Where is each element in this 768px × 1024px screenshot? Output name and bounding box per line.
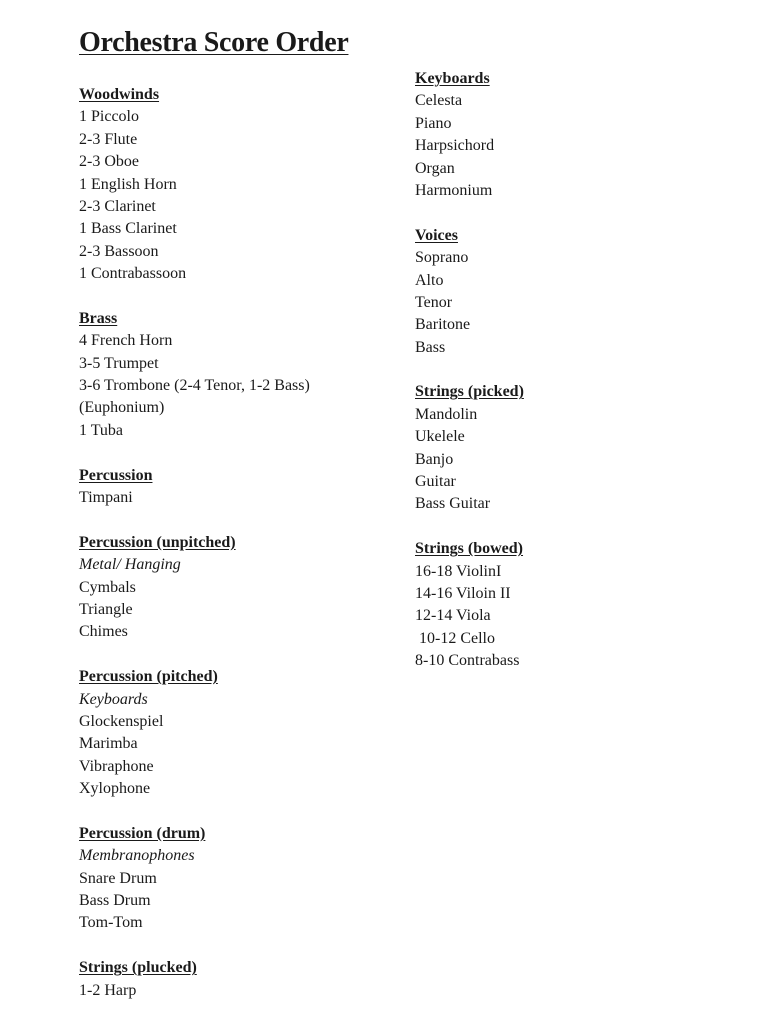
instrument-entry: Bass Guitar: [415, 495, 491, 513]
instrument-entry: Mandolin: [415, 405, 478, 423]
instrument-entry: Tom-Tom: [79, 914, 143, 932]
instrument-entry: Harmonium: [415, 181, 493, 199]
instrument-entry: Marimba: [79, 735, 138, 753]
section-keyboards: [415, 68, 524, 202]
instrument-entry: 3-6 Trombone (2-4 Tenor, 1-2 Bass): [79, 377, 310, 395]
section-subheading: Membranophones: [79, 847, 195, 865]
instrument-entry: 1-2 Harp: [79, 981, 137, 999]
section-heading: Percussion (pitched): [79, 668, 218, 686]
section-heading: Strings (picked): [415, 383, 524, 401]
section-heading: Brass: [79, 309, 118, 327]
instrument-entry: Vibraphone: [79, 757, 154, 775]
section-heading: Woodwinds: [79, 86, 160, 103]
instrument-entry: Bass Drum: [79, 892, 151, 910]
section-subheading: Metal/ Hanging: [79, 556, 181, 574]
instrument-entry: Timpani: [79, 489, 133, 507]
instrument-entry: 3-5 Trumpet: [79, 354, 159, 372]
instrument-entry: 1 Piccolo: [79, 108, 139, 126]
instrument-entry: Guitar: [415, 473, 456, 491]
instrument-entry: Ukelele: [415, 428, 465, 446]
instrument-entry: Soprano: [415, 249, 469, 267]
instrument-entry: 1 English Horn: [79, 175, 177, 193]
section-percussion: [79, 465, 310, 510]
instrument-entry: 1 Bass Clarinet: [79, 220, 177, 238]
section-heading: Keyboards: [415, 70, 490, 87]
section-strings-picked: [415, 381, 524, 515]
instrument-entry: 4 French Horn: [79, 332, 173, 350]
instrument-entry: 14-16 Viloin II: [415, 584, 511, 602]
page-title: Orchestra Score Order: [79, 27, 349, 58]
section-heading: Percussion (drum): [79, 824, 206, 842]
instrument-entry: Baritone: [415, 316, 471, 334]
instrument-entry: Celesta: [415, 92, 463, 110]
section-percussion-pitched: [79, 666, 310, 800]
section-heading: Strings (bowed): [415, 540, 524, 558]
instrument-entry: 2-3 Clarinet: [79, 197, 156, 215]
section-heading: Percussion (unpitched): [79, 533, 236, 551]
instrument-entry: Banjo: [415, 450, 454, 468]
instrument-entry: Harpsichord: [415, 137, 495, 155]
section-percussion-unpitched: [79, 532, 310, 644]
instrument-entry: Bass: [415, 338, 446, 356]
instrument-entry: Chimes: [79, 623, 128, 641]
instrument-entry: 2-3 Oboe: [79, 153, 139, 171]
section-percussion-drum: [79, 823, 310, 935]
instrument-entry: 8-10 Contrabass: [415, 652, 520, 670]
instrument-entry: 2-3 Bassoon: [79, 242, 159, 260]
instrument-entry: (Euphonium): [79, 399, 165, 417]
instrument-entry: 1 Contrabassoon: [79, 265, 187, 283]
instrument-entry: Tenor: [415, 293, 453, 311]
instrument-entry: 10-12 Cello: [415, 629, 495, 647]
instrument-entry: Cymbals: [79, 578, 136, 596]
instrument-entry: 12-14 Viola: [415, 607, 491, 625]
section-brass: [79, 308, 310, 442]
section-strings-plucked: [79, 957, 310, 1002]
instrument-entry: Organ: [415, 159, 455, 177]
instrument-entry: Snare Drum: [79, 869, 157, 887]
section-woodwinds: [79, 84, 310, 286]
section-strings-bowed: [415, 538, 524, 672]
section-heading: Strings (plucked): [79, 959, 197, 977]
instrument-entry: Triangle: [79, 600, 133, 618]
instrument-entry: 16-18 ViolinI: [415, 562, 502, 580]
section-heading: Voices: [415, 226, 458, 244]
instrument-entry: 2-3 Flute: [79, 130, 138, 148]
section-subheading: Keyboards: [79, 690, 148, 708]
instrument-entry: 1 Tuba: [79, 421, 124, 439]
section-heading: Percussion: [79, 466, 153, 484]
instrument-entry: Xylophone: [79, 780, 151, 798]
section-voices: [415, 225, 524, 359]
instrument-entry: Alto: [415, 271, 444, 289]
right-column: [415, 68, 524, 695]
instrument-entry: Piano: [415, 114, 452, 132]
left-column: [79, 84, 310, 1024]
instrument-entry: Glockenspiel: [79, 712, 164, 730]
